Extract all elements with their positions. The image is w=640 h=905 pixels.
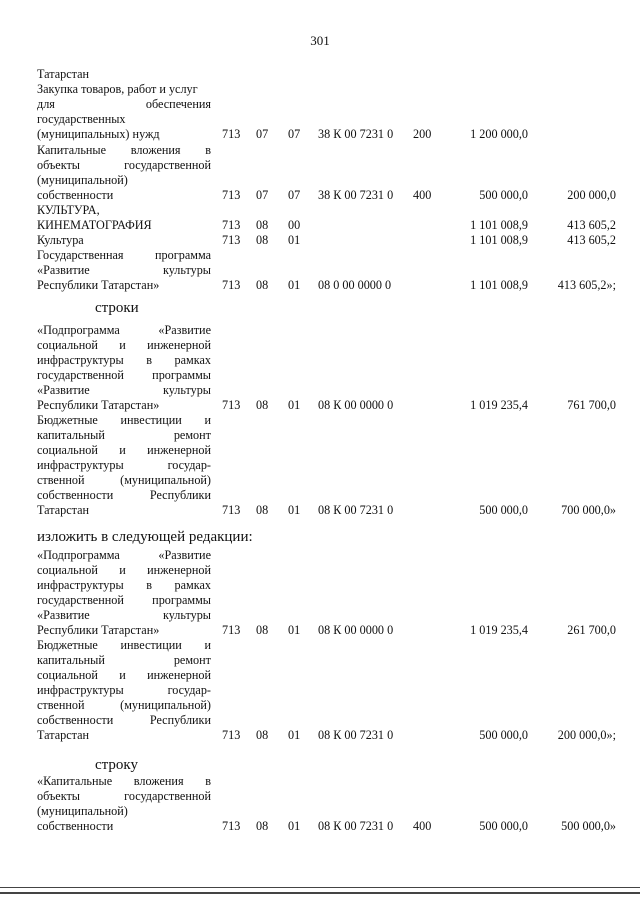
row-description: капитальный ремонт [37,428,211,442]
col-ministry: 713 [222,398,241,412]
row-description: Бюджетные инвестиции и [37,413,211,427]
row-description: (муниципальной) [37,804,128,818]
col-amount-2: 413 605,2 [567,233,616,247]
col-amount-1: 500 000,0 [479,503,528,517]
row-description: государственных [37,112,126,126]
col-ministry: 713 [222,278,241,292]
col-amount-1: 500 000,0 [479,188,528,202]
table-row [0,622,640,638]
table-row [0,81,640,97]
bottom-rule [0,887,640,888]
row-description: «Развитие культуры [37,263,211,277]
row-description: Закупка товаров, работ и услуг [37,82,198,96]
col-amount-1: 1 101 008,9 [470,233,528,247]
row-description: КУЛЬТУРА, [37,203,100,217]
col-subsection: 01 [288,278,301,292]
table-row [0,773,640,789]
bottom-rule-thick [0,892,640,894]
table-row [0,397,640,413]
col-subsection: 01 [288,728,301,742]
col-section: 08 [256,218,269,232]
table-row [0,803,640,819]
col-section: 07 [256,188,269,202]
row-description: Бюджетные инвестиции и [37,638,211,652]
table-row [0,202,640,218]
row-description: «Подпрограмма «Развитие [37,323,211,337]
col-amount-2: 413 605,2 [567,218,616,232]
col-subsection: 01 [288,503,301,517]
row-description: инфраструктуры государ- [37,683,211,697]
col-amount-1: 1 019 235,4 [470,623,528,637]
row-description: социальной и инженерной [37,443,211,457]
col-ministry: 713 [222,127,241,141]
col-target-article: 08 К 00 7231 0 [318,728,394,742]
col-subsection: 01 [288,233,301,247]
table-row [0,277,640,293]
row-description: Татарстан [37,728,90,742]
table-row [0,187,640,203]
col-ministry: 713 [222,728,241,742]
col-subsection: 01 [288,623,301,637]
col-expense-type: 400 [413,188,432,202]
table-row [0,232,640,248]
col-ministry: 713 [222,503,241,517]
table-row [0,126,640,142]
col-ministry: 713 [222,218,241,232]
table-row [0,788,640,804]
col-amount-2: 413 605,2»; [557,278,616,292]
row-description: «Развитие культуры [37,383,211,397]
row-description: собственности [37,188,114,202]
table-row [0,412,640,428]
row-description: ственной (муниципальной) [37,473,211,487]
table-row [0,487,640,503]
row-description: государственной программы [37,593,211,607]
row-description: социальной и инженерной [37,668,211,682]
table-row [0,652,640,668]
col-subsection: 01 [288,819,301,833]
row-description: объекты государственной [37,158,211,172]
col-amount-1: 1 200 000,0 [470,127,528,141]
row-description: инфраструктуры в рамках [37,578,211,592]
col-amount-2: 500 000,0» [561,819,616,833]
row-description: (муниципальных) нужд [37,127,160,141]
col-amount-1: 500 000,0 [479,728,528,742]
col-target-article: 08 К 00 0000 0 [318,623,394,637]
table-row [0,172,640,188]
col-subsection: 01 [288,398,301,412]
col-target-article: 08 0 00 0000 0 [318,278,392,292]
table-row [0,442,640,458]
table-row [0,66,640,82]
col-target-article: 38 К 00 7231 0 [318,127,394,141]
table-row [0,472,640,488]
row-description: КИНЕМАТОГРАФИЯ [37,218,152,232]
row-description: для обеспечения [37,97,211,111]
col-amount-1: 1 101 008,9 [470,278,528,292]
col-section: 08 [256,819,269,833]
row-description: инфраструктуры государ- [37,458,211,472]
table-row [0,142,640,158]
table-row [0,262,640,278]
row-description: Государственная программа [37,248,211,262]
col-target-article: 38 К 00 7231 0 [318,188,394,202]
col-section: 08 [256,278,269,292]
row-description: собственности Республики [37,713,211,727]
table-row [0,727,640,743]
col-expense-type: 200 [413,127,432,141]
table-row [0,502,640,518]
row-description: социальной и инженерной [37,563,211,577]
row-description: объекты государственной [37,789,211,803]
table-row [0,337,640,353]
col-target-article: 08 К 00 7231 0 [318,819,394,833]
table-row [0,547,640,563]
row-description: Татарстан [37,67,90,81]
row-description: Капитальные вложения в [37,143,211,157]
col-section: 07 [256,127,269,141]
col-amount-2: 200 000,0 [567,188,616,202]
col-amount-2: 700 000,0» [561,503,616,517]
col-section: 08 [256,728,269,742]
table-row [0,667,640,683]
table-row [0,592,640,608]
table-row [0,352,640,368]
table-row [0,382,640,398]
col-ministry: 713 [222,623,241,637]
row-description: Республики Татарстан» [37,623,160,637]
table-row [0,157,640,173]
table-row [0,637,640,653]
row-description: Культура [37,233,84,247]
row-description: Республики Татарстан» [37,398,160,412]
table-row [0,322,640,338]
col-subsection: 07 [288,188,301,202]
table-row [0,111,640,127]
col-section: 08 [256,233,269,247]
col-amount-2: 761 700,0 [567,398,616,412]
row-description: социальной и инженерной [37,338,211,352]
table-row [0,367,640,383]
col-section: 08 [256,398,269,412]
table-row [0,247,640,263]
row-description: собственности Республики [37,488,211,502]
row-description: Татарстан [37,503,90,517]
col-section: 08 [256,503,269,517]
row-description: собственности [37,819,114,833]
col-amount-1: 1 101 008,9 [470,218,528,232]
table-row [0,427,640,443]
col-target-article: 08 К 00 7231 0 [318,503,394,517]
col-amount-2: 261 700,0 [567,623,616,637]
col-ministry: 713 [222,188,241,202]
page-number: 301 [310,33,330,48]
col-ministry: 713 [222,233,241,247]
table-row [0,577,640,593]
table-row [0,96,640,112]
row-description: инфраструктуры в рамках [37,353,211,367]
row-description: «Подпрограмма «Развитие [37,548,211,562]
heading-new-edition: изложить в следующей редакции: [37,529,253,545]
col-subsection: 07 [288,127,301,141]
col-amount-2: 200 000,0»; [557,728,616,742]
col-ministry: 713 [222,819,241,833]
row-description: «Капитальные вложения в [37,774,211,788]
row-description: Республики Татарстан» [37,278,160,292]
row-description: (муниципальной) [37,173,128,187]
table-row [0,562,640,578]
row-description: капитальный ремонт [37,653,211,667]
row-description: государственной программы [37,368,211,382]
col-amount-1: 500 000,0 [479,819,528,833]
table-row [0,457,640,473]
row-description: ственной (муниципальной) [37,698,211,712]
table-row [0,217,640,233]
row-description: «Развитие культуры [37,608,211,622]
heading-lines: строки [95,300,139,316]
col-subsection: 00 [288,218,301,232]
table-row [0,818,640,834]
table-row [0,607,640,623]
col-amount-1: 1 019 235,4 [470,398,528,412]
table-row [0,712,640,728]
col-target-article: 08 К 00 0000 0 [318,398,394,412]
table-row [0,682,640,698]
col-expense-type: 400 [413,819,432,833]
heading-line: строку [95,757,138,773]
col-section: 08 [256,623,269,637]
table-row [0,697,640,713]
